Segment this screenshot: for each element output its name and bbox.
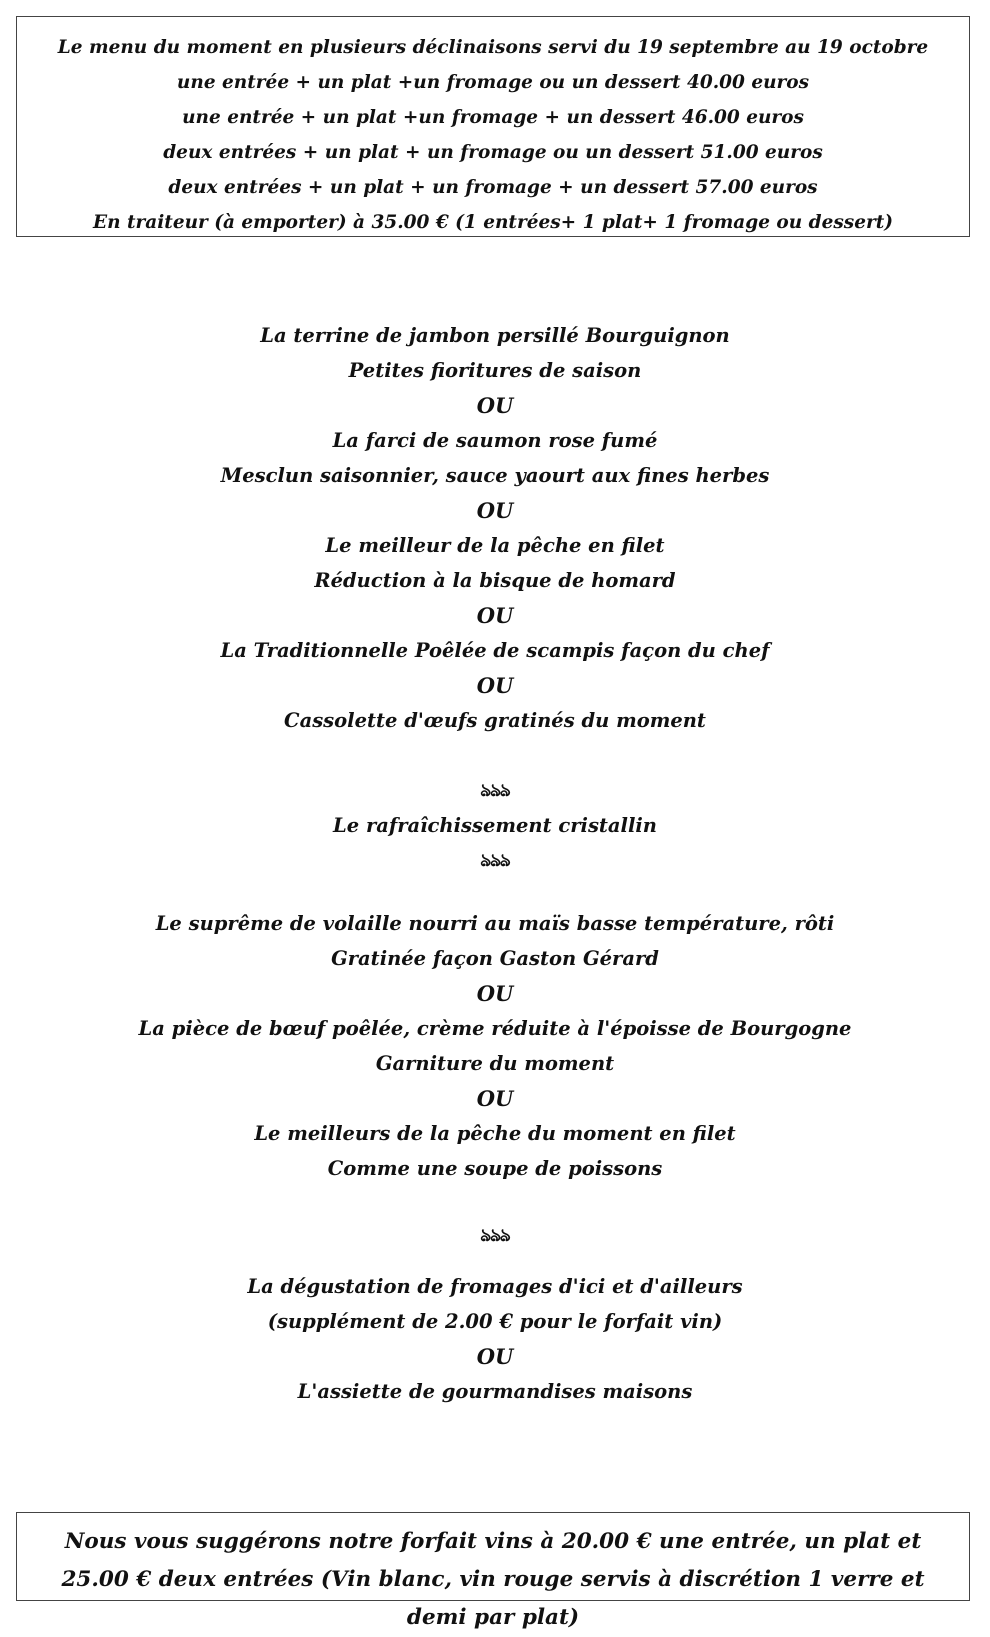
- entree-1-title: La terrine de jambon persillé Bourguignon: [260, 324, 730, 347]
- menu-body: [0, 318, 990, 1409]
- ornament-icon: ঌঌঌ: [480, 850, 510, 871]
- wine-package-text: Nous vous suggérons notre forfait vins à 20.00 € une entrée, un plat et 25.00 € deux entrées (Vin blanc, vin rouge servis à discrétion 1 verre et demi par plat): [61, 1529, 925, 1630]
- dessert-title: L'assiette de gourmandises maisons: [297, 1380, 693, 1403]
- menu-period-line: Le menu du moment en plusieurs déclinaisons servi du 19 septembre au 19 octobre: [57, 37, 929, 58]
- plat-3-title: Le meilleurs de la pêche du moment en filet: [254, 1122, 736, 1145]
- intermede-title: Le rafraîchissement cristallin: [333, 814, 657, 837]
- price-option-4: deux entrées + un plat + un fromage + un dessert 57.00 euros: [168, 177, 818, 198]
- ou-separator: OU: [476, 603, 514, 628]
- price-option-3: deux entrées + un plat + un fromage ou un dessert 51.00 euros: [163, 142, 823, 163]
- ou-separator: OU: [476, 981, 514, 1006]
- ou-separator: OU: [476, 1344, 514, 1369]
- plat-2-detail: Garniture du moment: [375, 1052, 615, 1075]
- entree-1-detail: Petites fioritures de saison: [348, 359, 642, 382]
- ornament-icon: ঌঌঌ: [480, 780, 510, 801]
- price-option-1: une entrée + un plat +un fromage ou un dessert 40.00 euros: [176, 72, 810, 93]
- entree-4-title: La Traditionnelle Poêlée de scampis façon du chef: [220, 639, 770, 662]
- plat-2-title: La pièce de bœuf poêlée, crème réduite à l'époisse de Bourgogne: [138, 1017, 852, 1040]
- takeaway-option: En traiteur (à emporter) à 35.00 € (1 entrées+ 1 plat+ 1 fromage ou dessert): [92, 212, 894, 233]
- plat-3-detail: Comme une soupe de poissons: [327, 1157, 663, 1180]
- ou-separator: OU: [476, 673, 514, 698]
- entree-5-title: Cassolette d'œufs gratinés du moment: [284, 709, 706, 732]
- ou-separator: OU: [476, 1086, 514, 1111]
- entree-2-detail: Mesclun saisonnier, sauce yaourt aux fines herbes: [220, 464, 770, 487]
- plat-1-detail: Gratinée façon Gaston Gérard: [331, 947, 659, 970]
- wine-package-box: [16, 1512, 970, 1630]
- ornament-icon: ঌঌঌ: [480, 1225, 510, 1246]
- entree-3-title: Le meilleur de la pêche en filet: [325, 534, 665, 557]
- plat-1-title: Le suprême de volaille nourri au maïs basse température, rôti: [155, 912, 835, 935]
- price-option-2: une entrée + un plat +un fromage + un dessert 46.00 euros: [182, 107, 804, 128]
- ou-separator: OU: [476, 498, 514, 523]
- pricing-box: [16, 16, 970, 237]
- entree-3-detail: Réduction à la bisque de homard: [314, 569, 676, 592]
- cheese-title: La dégustation de fromages d'ici et d'ailleurs: [247, 1275, 743, 1298]
- cheese-supplement: (supplément de 2.00 € pour le forfait vin): [267, 1310, 723, 1333]
- ou-separator: OU: [476, 393, 514, 418]
- entree-2-title: La farci de saumon rose fumé: [332, 429, 658, 452]
